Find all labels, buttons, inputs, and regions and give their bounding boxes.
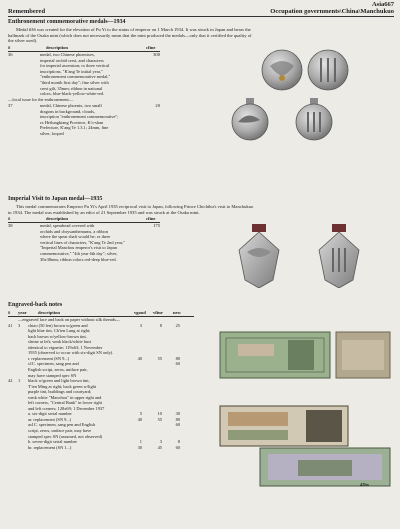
note-description: may have stamped spec SN	[28, 372, 77, 378]
note-vgood: 40	[137, 416, 142, 422]
medal-38-image	[222, 224, 386, 288]
note-description: script, zeros, uniface pair, may have	[28, 428, 92, 433]
medal-36-image	[220, 48, 390, 92]
col-year: year	[18, 310, 27, 315]
item-36-number: 36	[8, 52, 13, 57]
note-description: br. replacement (SN 1...)	[28, 444, 72, 450]
figure-label-42bx: 42bx	[360, 482, 370, 487]
note-description: shrine at left; wmk black/white bust	[28, 339, 92, 345]
item-37-line: inscription "enthronement commemorative";	[40, 114, 119, 120]
note-number: 42	[8, 378, 13, 384]
note-description: chiao (50 fen) brown w/green and	[28, 322, 88, 328]
note-new: 25	[175, 322, 180, 328]
note-vgood: 30	[137, 444, 142, 450]
col-description: description	[46, 45, 68, 50]
note-description: wmk white "Manchou" in upper right and	[28, 394, 102, 400]
note-description: purple tint, buildings and courtyard;	[28, 389, 92, 395]
header-rule	[8, 16, 394, 17]
note-description: —engraved face and back on paper without silk threads—	[18, 317, 121, 322]
item-37-line: silver, looped	[40, 131, 64, 136]
item-38-value: 175	[153, 223, 160, 228]
col-cfine: cfine	[146, 216, 156, 221]
note-description: T'ien Ming at right; back green w/light	[28, 383, 97, 389]
col-cfine: cfine	[146, 45, 156, 50]
item-38-line: orchids and chrysanthemums, a ribbon	[40, 228, 108, 234]
note-new: 80	[175, 355, 180, 361]
banknote-42-image	[218, 404, 392, 488]
medal-37-image	[220, 98, 390, 144]
note-vgood: 5	[139, 411, 142, 417]
note-vgood: 40	[137, 355, 142, 361]
note-description: as1C. specimen, sang pen and English	[28, 422, 96, 428]
note-new: 30	[175, 411, 180, 417]
note-vfine: 10	[157, 411, 162, 417]
note-new: 8	[177, 439, 180, 445]
item-36-line: inscriptions, "K'ang Te initial year,"	[40, 68, 103, 74]
note-description: 1935 (observed to occur with six-digit SN only).	[28, 350, 114, 356]
col-vgood: vgood	[134, 310, 146, 315]
note-description: and left corners; 128x69; 1 December 1937	[28, 405, 105, 411]
note-description: back brown w/yellow-brown tint,	[28, 333, 87, 339]
col-new: new	[173, 310, 181, 315]
item-38-number: 38	[8, 223, 13, 228]
note-vfine: 8	[159, 322, 162, 328]
item-38-line: where the spear shaft would be; rx three	[40, 234, 111, 240]
item-36-line: for imperial ascension; rx three vertical	[40, 63, 110, 69]
header-left: Remembered	[8, 8, 46, 15]
note-description: black w/green and light brown tint,	[28, 378, 90, 384]
item-36-value: 300	[153, 52, 160, 57]
note-new: 60	[175, 361, 180, 367]
item-38-line: 30x38mm; ribbon colors red-deep blue-red.	[40, 256, 117, 262]
note-description: a. six-digit serial number	[28, 411, 72, 417]
item-36-line: colors, blue-black-yellow-white-red.	[40, 91, 105, 97]
col-vfine: vfine	[153, 310, 163, 315]
item-37-line: medal, Chinese phoenix, two small	[40, 103, 102, 108]
intro-1934-line3: the silver used).	[8, 38, 38, 44]
note-description: left corners, "Central Bank" in lower right	[28, 400, 102, 406]
item-37-number: 37	[8, 103, 13, 108]
note-description: stamped spec SN (assumed, not observed)	[28, 433, 103, 439]
note-vfine: 3	[159, 439, 162, 445]
running-header	[8, 0, 394, 16]
note-vfine: 55	[157, 416, 162, 422]
item-38-line: commemorative," "4th year 6th day"; silver,	[40, 251, 118, 256]
note-year: 3	[18, 322, 21, 328]
item-37-line: dragons in background, clouds,	[40, 108, 95, 114]
intro-1934-line2: hallmark of the Osaka mint (which does not necessarily mean that the mint produced the medals—only that it certified the quality of	[8, 32, 252, 38]
item-38-line: "Imperial Manchou emperor's visit to Japan	[40, 245, 117, 251]
item-36-line: "third month first day"; fine silver with	[40, 80, 109, 85]
section-title-1935: Imperial Visit to Japan medal—1935	[8, 196, 103, 202]
item-36-line: medal, two Chinese phoenixes,	[40, 52, 95, 57]
col-number: #	[8, 45, 11, 50]
intro-1935-line2: in 1934. The medal was established by an edict of 21 September 1935 and was struck at the Osaka mint.	[8, 209, 200, 215]
col-number: #	[8, 310, 11, 315]
note-year: 1	[18, 378, 21, 384]
note-new: 60	[175, 422, 180, 428]
note-description: r. replacement (SN 9...)	[28, 355, 70, 361]
item-37-line: rx Heilungkiang Province, K'o-shan	[40, 119, 104, 125]
note-vfine: 55	[157, 355, 162, 361]
col-description: description	[38, 310, 60, 315]
col-number: #	[8, 216, 11, 221]
item-38-line: medal, spearhead covered with	[40, 223, 95, 228]
note-new: 80	[175, 416, 180, 422]
note-vfine: 45	[157, 444, 162, 450]
note-description: s1C. specimen, sang pen and	[28, 361, 79, 367]
banknote-41-image	[218, 330, 392, 380]
note-vgood: 1	[139, 439, 142, 445]
note-description: light blue tint, Ch'ien Lung at right;	[28, 328, 91, 334]
note-vgood: 3	[139, 322, 142, 328]
page-number: Asia667	[371, 1, 394, 8]
note-description: identical to vignette; 119x63; 1 November	[28, 344, 103, 350]
section-title-1934: Enthronement commemorative medals—1934	[8, 19, 126, 25]
item-37-line: —local issue for the enthronement—	[8, 97, 74, 102]
note-description: ar. replacement (SN 9...)	[28, 416, 72, 422]
item-37-value: 20	[155, 103, 160, 108]
note-new: 60	[175, 444, 180, 450]
item-36-line: "enthronement commemorative medal,"	[40, 74, 111, 80]
col-description: description	[46, 216, 68, 221]
header-right: Occupation governments\China\Manchukuo	[270, 8, 394, 15]
note-description: b. seven-digit serial number	[28, 439, 78, 445]
item-36-line: imperial orchid crest, and characters	[40, 57, 104, 63]
intro-1934-line1: Medal #36 was created for the elevation of Pu Yi to the status of emperor on 1 March 1934. It was struck in Japan and bears the	[16, 27, 251, 32]
intro-1935-line1: This medal commemorates Emperor Pu Yi's April 1935 reciprocal visit to Japan, following Prince Chichibu's visit to Manchukuo	[16, 204, 254, 209]
note-description: English script, zeros, uniface pair,	[28, 366, 88, 372]
item-38-line: vertical lines of characters, "K'ang Te 2nd year,"	[40, 239, 125, 245]
item-37-line: Prefecture, K'ang Te 1.3.1; 24mm, fine	[40, 125, 109, 131]
item-36-line: crest gilt, 35mm; ribbon in national	[40, 85, 103, 91]
note-number: 41	[8, 322, 13, 328]
section-title-notes: Engraved-back notes	[8, 302, 63, 308]
